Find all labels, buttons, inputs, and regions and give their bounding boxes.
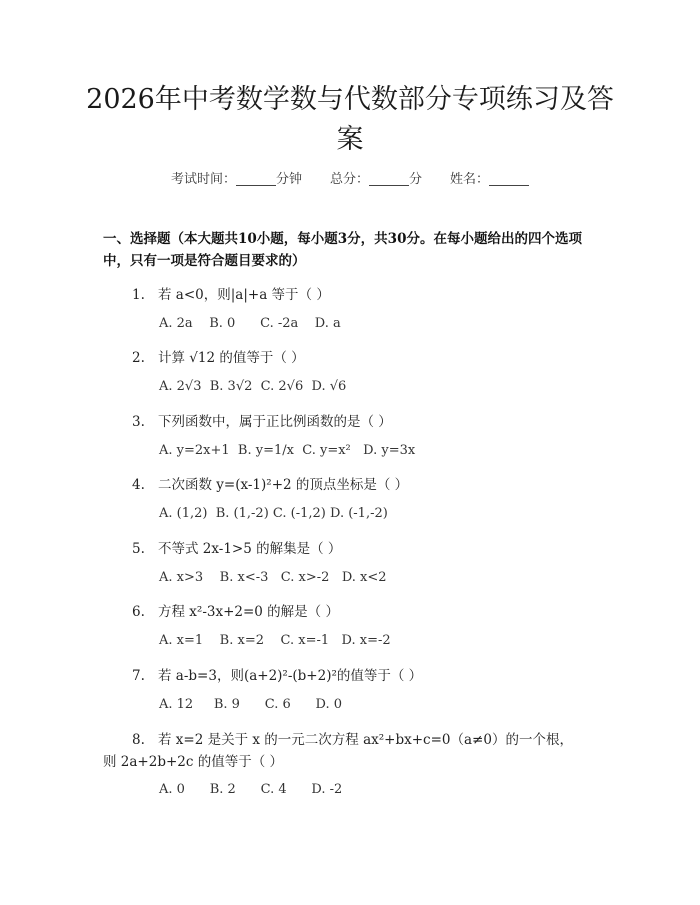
question-7 <box>132 665 582 687</box>
time-unit: 分钟 <box>275 172 302 187</box>
question-5-options: A. x>3 B. x<-3 C. x>-2 D. x<2 <box>159 570 387 585</box>
question-2 <box>132 347 582 369</box>
time-label: 考试时间： <box>170 172 236 187</box>
question-1 <box>132 284 582 306</box>
question-7-options: A. 12 B. 9 C. 6 D. 0 <box>159 697 343 712</box>
score-blank <box>369 172 409 186</box>
question-number: 6. <box>132 604 145 620</box>
question-4 <box>132 474 582 496</box>
question-3-options: A. y=2x+1 B. y=1/x C. y=x² D. y=3x <box>159 443 416 458</box>
question-2-options: A. 2√3 B. 3√2 C. 2√6 D. √6 <box>159 379 347 394</box>
question-text: 计算 √12 的值等于（ ） <box>158 350 305 366</box>
question-3 <box>132 411 582 433</box>
question-text: 下列函数中，属于正比例函数的是（ ） <box>158 414 392 430</box>
exam-meta <box>0 168 700 187</box>
time-blank <box>236 172 276 186</box>
question-number: 5. <box>132 541 145 557</box>
question-number: 8. <box>132 732 145 748</box>
question-text: 若 a-b=3，则(a+2)²-(b+2)²的值等于（ ） <box>158 668 423 684</box>
question-8 <box>103 729 573 773</box>
score-unit: 分 <box>409 172 423 187</box>
question-number: 7. <box>132 668 145 684</box>
question-number: 2. <box>132 350 145 366</box>
question-number: 1. <box>132 287 145 303</box>
question-text: 二次函数 y=(x-1)²+2 的顶点坐标是（ ） <box>158 477 409 493</box>
name-label: 姓名： <box>450 172 490 187</box>
question-text: 若 x=2 是关于 x 的一元二次方程 ax²+bx+c=0（a≠0）的一个根，则 2a+2b+2c 的值等于（ ） <box>103 732 573 770</box>
question-5 <box>132 538 582 560</box>
score-label: 总分： <box>329 172 369 187</box>
question-number: 3. <box>132 414 145 430</box>
question-text: 若 a<0，则|a|+a 等于（ ） <box>158 287 330 303</box>
question-6 <box>132 601 582 623</box>
question-4-options: A. (1,2) B. (1,-2) C. (-1,2) D. (-1,-2) <box>159 506 388 521</box>
question-6-options: A. x=1 B. x=2 C. x=-1 D. x=-2 <box>159 633 391 648</box>
section-heading: 一、选择题（本大题共10小题，每小题3分，共30分。在每小题给出的四个选项中，只有一项是符合题目要求的） <box>103 231 582 269</box>
name-blank <box>489 172 529 186</box>
question-text: 方程 x²-3x+2=0 的解是（ ） <box>158 604 339 620</box>
question-8-options: A. 0 B. 2 C. 4 D. -2 <box>159 782 343 797</box>
question-1-options: A. 2a B. 0 C. -2a D. a <box>159 316 341 331</box>
question-number: 4. <box>132 477 145 493</box>
page-title: 2026年中考数学数与代数部分专项练习及答案 <box>86 84 614 155</box>
question-text: 不等式 2x-1>5 的解集是（ ） <box>158 541 342 557</box>
